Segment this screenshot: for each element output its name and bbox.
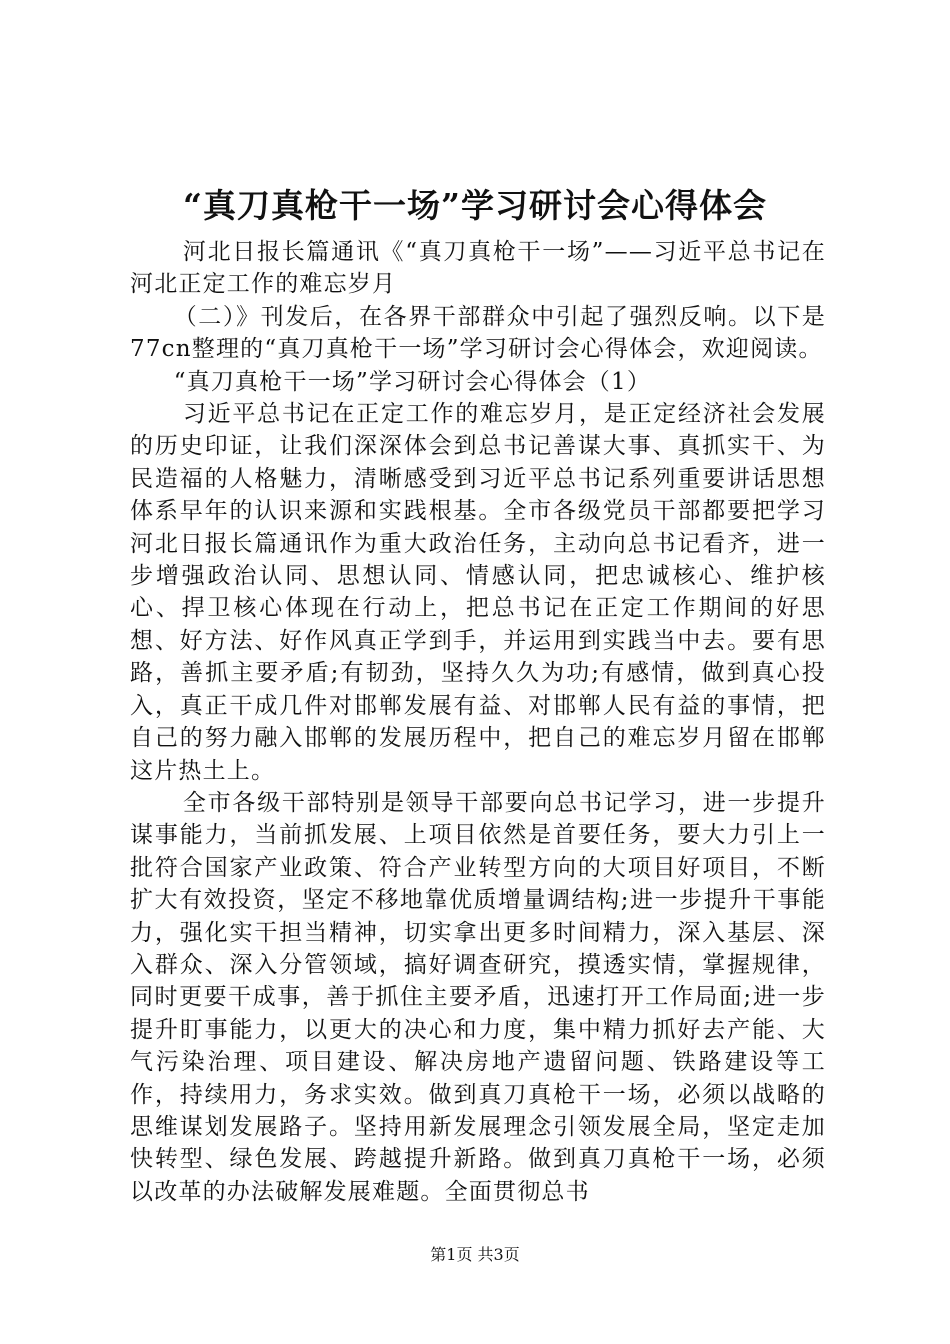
section-heading: “真刀真枪干一场”学习研讨会心得体会（1）: [173, 368, 652, 395]
paragraph-intro-continued: （二）》刊发后，在各界干部群众中引起了强烈反响。以下是77cn整理的“真刀真枪干一场”学习研讨会心得体会，欢迎阅读。: [130, 303, 826, 363]
page-footer: 第1页 共3页: [430, 1245, 520, 1264]
paragraph-body-1: 习近平总书记在正定工作的难忘岁月，是正定经济社会发展的历史印证，让我们深深体会到总书记善谋大事、真抓实干、为民造福的人格魅力，清晰感受到习近平总书记系列重要讲话思想体系早年的认识来源和实践根基。全市各级党员干部都要把学习河北日报长篇通讯作为重大政治任务，主动向总书记看齐，进一步增强政治认同、思想认同、情感认同，把忠诚核心、维护核心、捍卫核心体现在行动上，把总书记在正定工作期间的好思想、好方法、好作风真正学到手，并运用到实践当中去。要有思路，善抓主要矛盾;有韧劲，坚持久久为功;有感情，做到真心投入，真正干成几件对邯郸发展有益、对邯郸人民有益的事情，把自己的努力融入邯郸的发展历程中，把自己的难忘岁月留在邯郸这片热土上。: [130, 401, 826, 784]
paragraph-body-2: 全市各级干部特别是领导干部要向总书记学习，进一步提升谋事能力，当前抓发展、上项目依然是首要任务，要大力引上一批符合国家产业政策、符合产业转型方向的大项目好项目，不断扩大有效投资，坚定不移地靠优质增量调结构;进一步提升干事能力，强化实干担当精神，切实拿出更多时间精力，深入基层、深入群众、深入分管领域，搞好调查研究，摸透实情，掌握规律，同时更要干成事，善于抓住主要矛盾，迅速打开工作局面;进一步提升盯事能力，以更大的决心和力度，集中精力抓好去产能、大气污染治理、项目建设、解决房地产遗留问题、铁路建设等工作，持续用力，务求实效。做到真刀真枪干一场，必须以战略的思维谋划发展路子。坚持用新发展理念引领发展全局，坚定走加快转型、绿色发展、跨越提升新路。做到真刀真枪干一场，必须以改革的办法破解发展难题。全面贯彻总书: [130, 789, 826, 1205]
document-title: “真刀真枪干一场”学习研讨会心得体会: [183, 186, 767, 225]
paragraph-intro: 河北日报长篇通讯《“真刀真枪干一场”——习近平总书记在河北正定工作的难忘岁月: [130, 239, 826, 298]
document-body: [130, 236, 826, 1208]
